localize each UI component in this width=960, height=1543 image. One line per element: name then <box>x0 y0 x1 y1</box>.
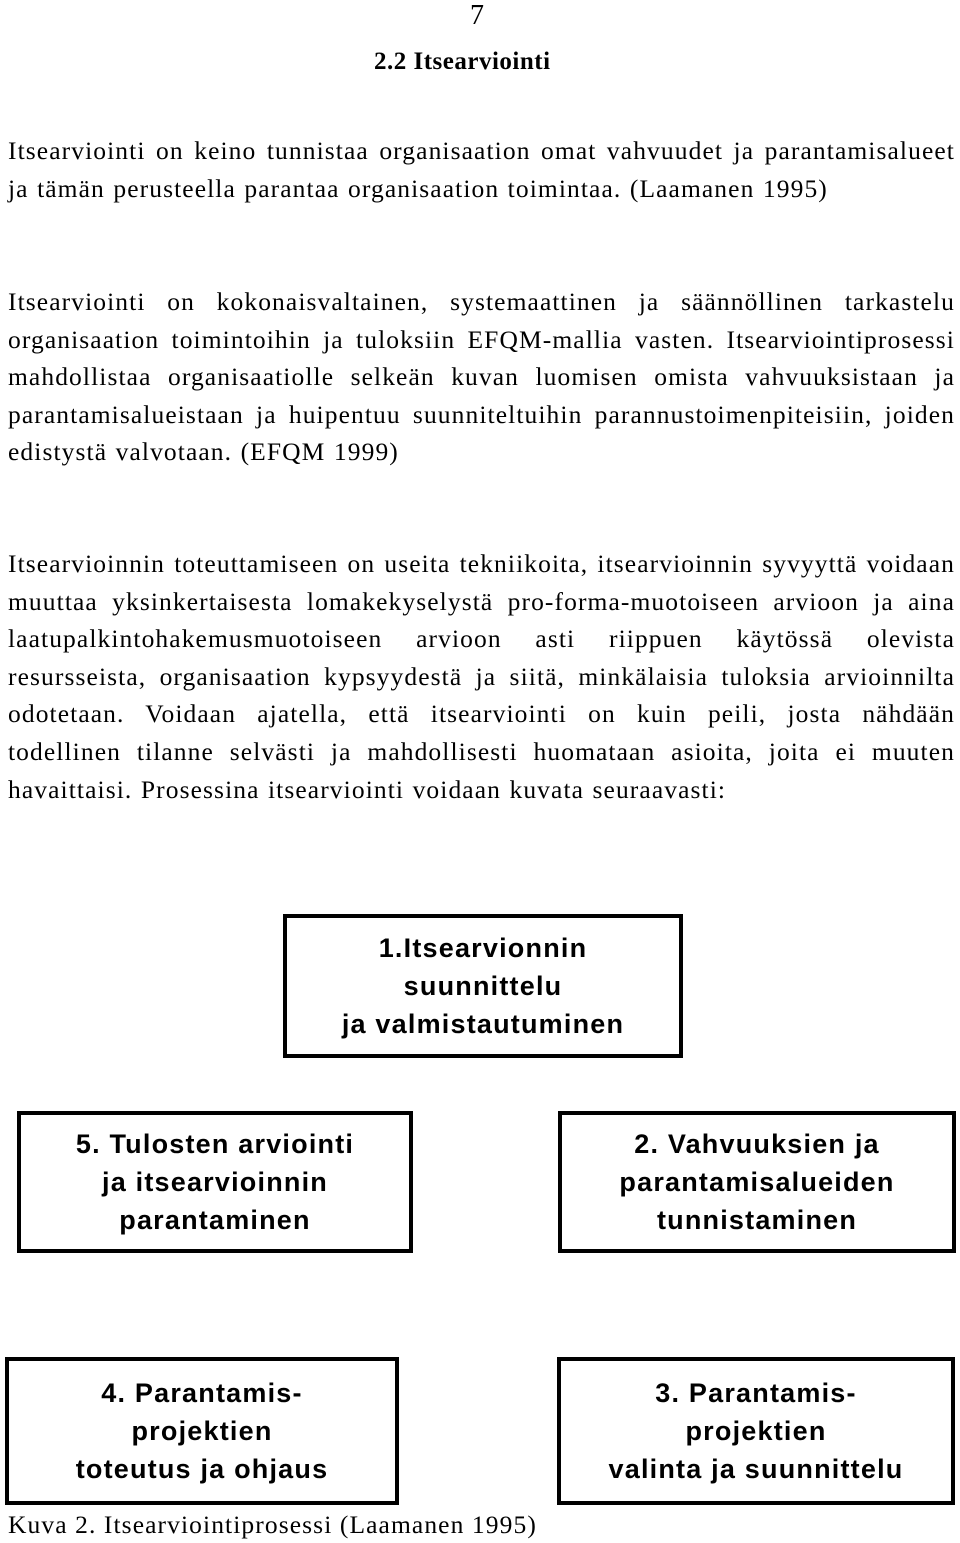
figure-caption: Kuva 2. Itsearviointiprosessi (Laamanen 1995) <box>8 1510 537 1539</box>
step-1-line: suunnittelu <box>403 971 563 1001</box>
step-3-line: valinta ja suunnittelu <box>608 1454 904 1484</box>
step-2-line: 2. Vahvuuksien ja <box>634 1129 880 1159</box>
process-step-2-box <box>558 1111 956 1253</box>
step-1-line: ja valmistautuminen <box>341 1009 625 1039</box>
page-number: 7 <box>470 0 484 31</box>
step-2-line: parantamisalueiden <box>619 1167 895 1197</box>
paragraph-definition: Itsearviointi on keino tunnistaa organisaation omat vahvuudet ja parantamisalueet ja tämän perusteella parantaa organisaation toimintaa. (Laamanen 1995) <box>8 136 955 203</box>
step-3-line: projektien <box>685 1416 827 1446</box>
step-5-line: parantaminen <box>119 1205 311 1235</box>
step-5-line: ja itsearvioinnin <box>102 1167 328 1197</box>
step-5-line: 5. Tulosten arviointi <box>75 1129 355 1159</box>
step-4-line: projektien <box>131 1416 273 1446</box>
paragraph-techniques: Itsearvioinnin toteuttamiseen on useita tekniikoita, itsearvioinnin syvyyttä voidaan muuttaa yksinkertaisesta lomakekyselystä pro-forma-muotoiseen arvioon ja aina laatupalkintohakemusmuotoiseen arvioon asti riippuen käytössä olevista resursseista, organisaation kypsyydestä ja siitä, minkälaisia tuloksia arvioinnilta odotetaan. Voidaan ajatella, että itsearviointi on kuin peili, josta nähdään todellinen tilanne selvästi ja mahdollisesti huomataan asioita, joita ei muuten havaittaisi. Prosessina itsearviointi voidaan kuvata seuraavasti: <box>8 549 955 804</box>
step-1-line: 1.Itsearvionnin <box>378 933 588 963</box>
process-step-4-box <box>5 1357 399 1505</box>
paragraph-efqm: Itsearviointi on kokonaisvaltainen, systemaattinen ja säännöllinen tarkastelu organisaation toimintoihin ja tuloksiin EFQM-mallia vasten. Itsearviointiprosessi mahdollistaa organisaatiolle selkeän kuvan luomisen omista vahvuuksistaan ja parantamisalueistaan ja huipentuu suunniteltuihin parannustoimenpiteisiin, joiden edistystä valvotaan. (EFQM 1999) <box>8 287 955 467</box>
section-heading: 2.2 Itsearviointi <box>374 48 551 75</box>
process-step-5-box <box>17 1111 413 1253</box>
process-step-3-box <box>557 1357 955 1505</box>
step-4-line: toteutus ja ohjaus <box>75 1454 329 1484</box>
process-step-1-box <box>283 914 683 1058</box>
step-4-line: 4. Parantamis- <box>101 1378 303 1408</box>
step-3-line: 3. Parantamis- <box>655 1378 857 1408</box>
step-2-line: tunnistaminen <box>656 1205 858 1235</box>
